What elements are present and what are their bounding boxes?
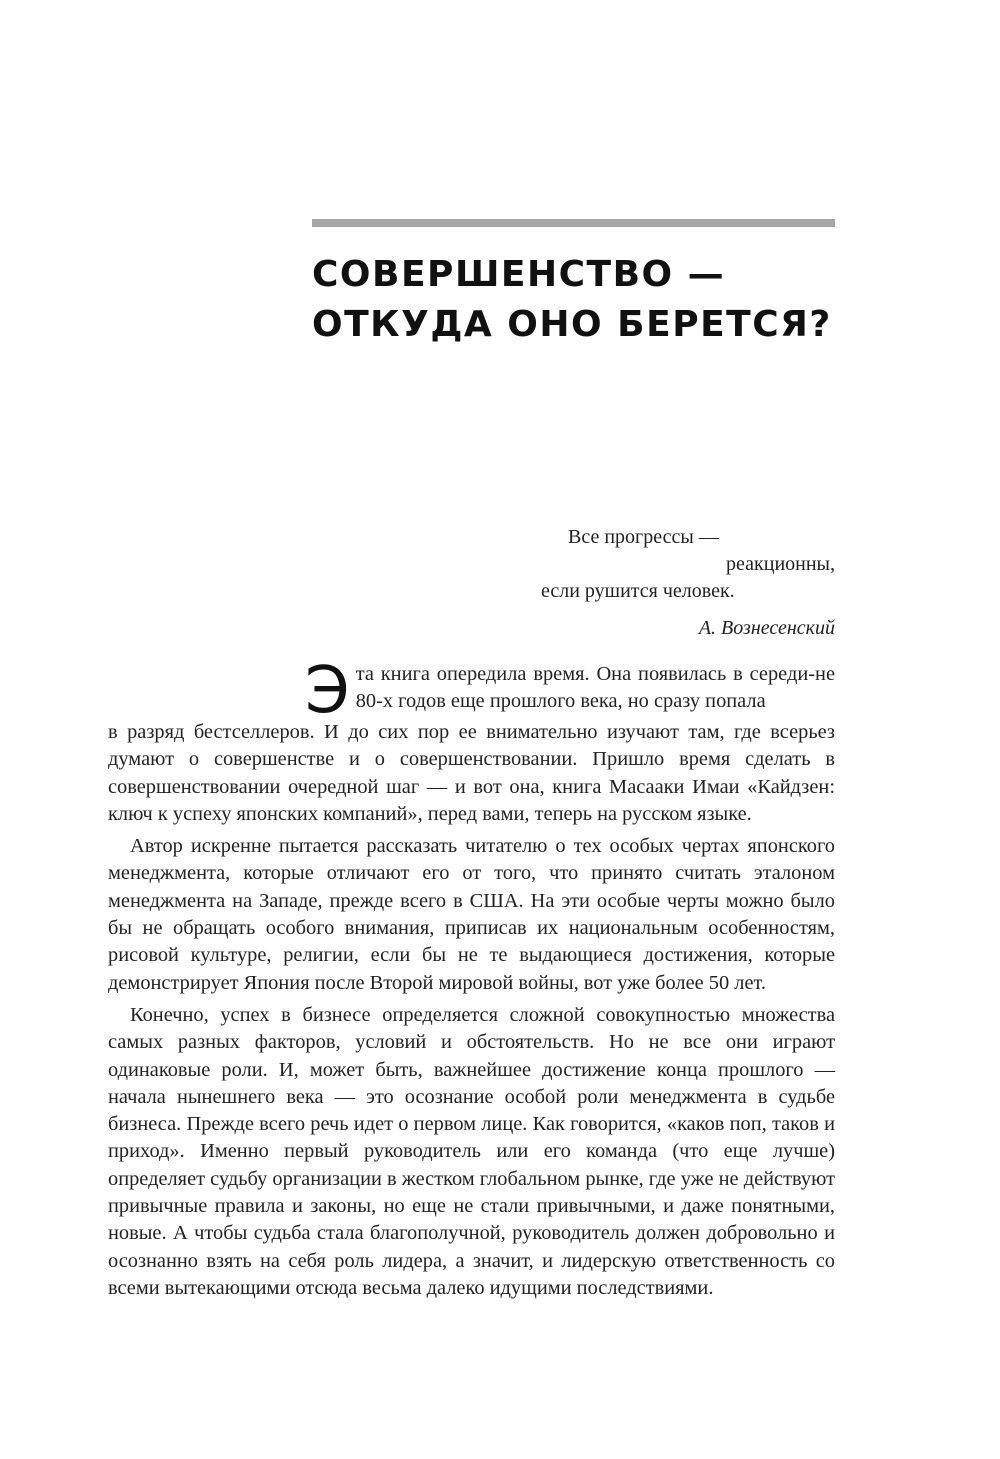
paragraph-3: Конечно, успех в бизнесе определяется сложной совокупностью множества самых разных факторов, условий и обстоятельств. Но не все они играют одинаковые роли. И, может быть, важнейшее достижение конца прошлого — начала нынешнего века — это осознание особой роли менеджмента в судьбе бизнеса. Прежде всего речь идет о первом лице. Как говорится, «каков поп, таков и приход». Именно первый руководитель или его команда (что еще лучше) определяет судьбу организации в жестком глобальном рынке, где уже не действуют привычные правила и законы, но еще не стали привычными, и даже понятными, новые. А чтобы судьба стала благополучной, руководитель должен добровольно и осознанно взять на себя роль лидера, а значит, и лидерскую ответственность со всеми вытекающими отсюда весьма далеко идущими последствиями. xyxy=(108,1003,835,1299)
chapter-title-line1: СОВЕРШЕНСТВО — xyxy=(312,254,726,295)
paragraph-2: Автор искренне пытается рассказать читателю о тех особых чертах японского менеджмента, которые отличают его от того, что принято считать эталоном менеджмента на Западе, прежде всего в США. На эти особые черты можно было бы не обращать особого внимания, приписав их национальным особенностям, рисовой культуре, религии, если бы не те выдающиеся достижения, которые демонстрирует Япония после Второй мировой войны, вот уже более 50 лет. xyxy=(108,835,835,994)
paragraph-1-rest: в разряд бестселлеров. И до сих пор ее внимательно изучают там, где всерьез думают о совершенстве и о совершенствовании. Пришло время сделать в совершенствовании очередной шаг — и вот она, книга Масааки Имаи «Кайдзен: ключ к успеху японских компаний», перед вами, теперь на русском языке. xyxy=(108,721,835,825)
body-text xyxy=(108,654,835,1302)
epigraph-line1: Все прогрессы — xyxy=(568,526,719,548)
paragraph-1-opening xyxy=(108,654,835,728)
chapter-rule xyxy=(312,219,835,227)
chapter-title xyxy=(312,250,872,350)
drop-cap: Э xyxy=(305,654,350,728)
epigraph xyxy=(540,524,835,642)
chapter-title-line2: ОТКУДА ОНО БЕРЕТСЯ? xyxy=(312,304,832,345)
paragraph-1-first-lines: та книга опередила время. Она появилась в середи-не 80-х годов еще прошлого века, но сразу попала xyxy=(355,663,835,713)
epigraph-line3: если рушится человек. xyxy=(541,580,735,602)
epigraph-line2: реакционны, xyxy=(726,553,835,575)
epigraph-author: А. Вознесенский xyxy=(698,617,835,639)
